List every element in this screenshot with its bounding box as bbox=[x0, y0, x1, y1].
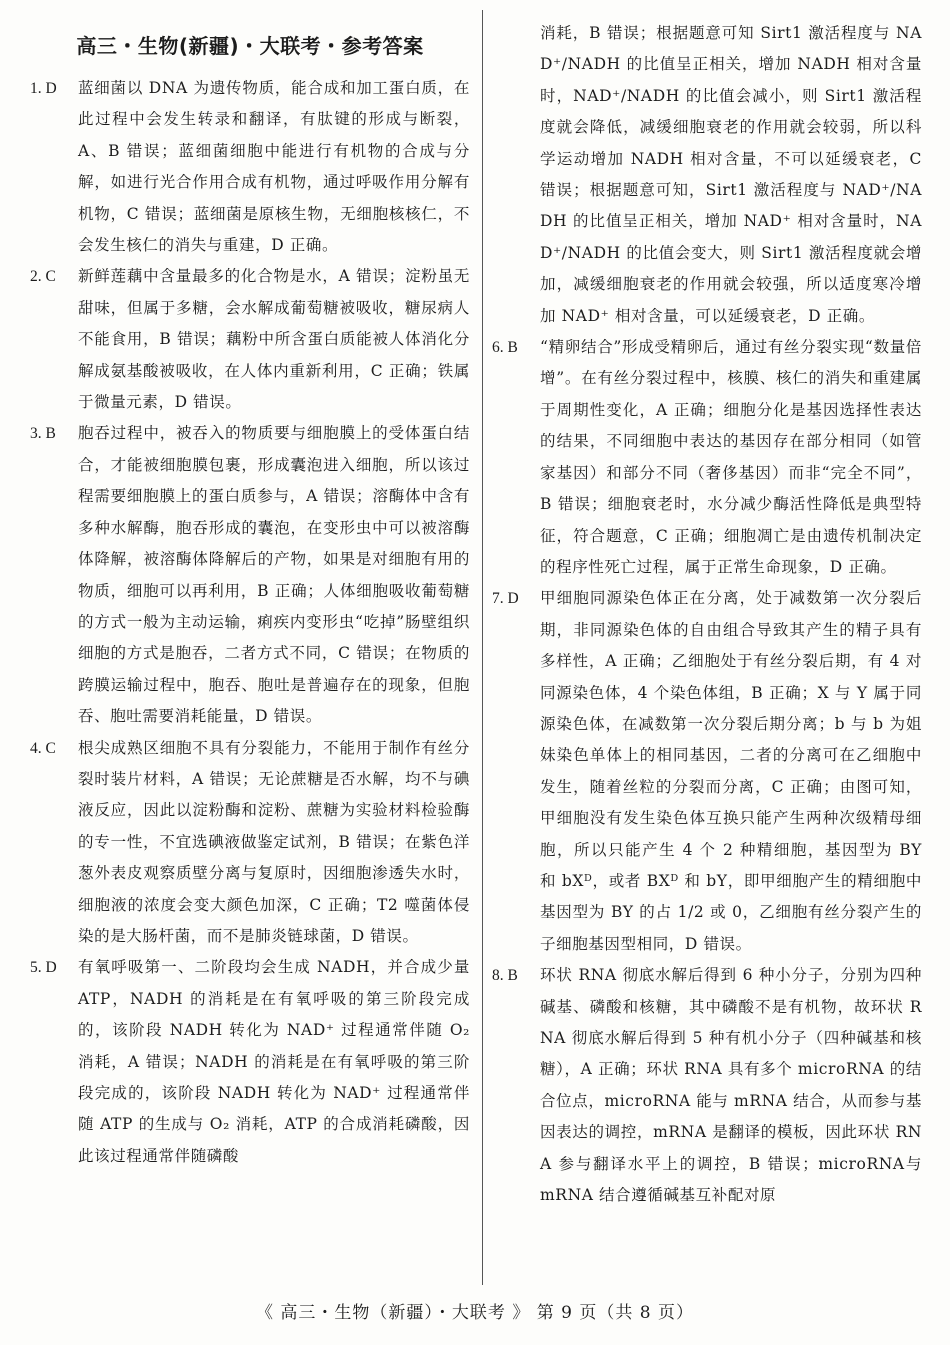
answer-explanation: 根尖成熟区细胞不具有分裂能力，不能用于制作有丝分裂时装片材料，A 错误；无论蔗糖是否水解，均不与碘液反应，因此以淀粉酶和淀粉、蔗糖为实验材料检验酶的专一性，不宜选碘液做鉴定试剂，B 错误；在紫色洋葱外表皮观察质壁分离与复原时，因细胞渗透失水时，细胞液的浓度会变大颜色加深，C 正确；T2 噬菌体侵染的是大肠杆菌，而不是肺炎链球菌，D 错误。 bbox=[78, 738, 470, 945]
answer-number: 2. C bbox=[30, 268, 56, 286]
answer-5-continuation: 消耗，B 错误；根据题意可知 Sirt1 激活程度与 NAD⁺/NADH 的比值呈正相关，增加 NADH 相对含量时，NAD⁺/NADH 的比值会减小，则 Sirt1 激活程度就会降低，减缓细胞衰老的作用就会较弱，所以科学运动增加 NADH 相对含量，不可以延缓衰老，C 错误；根据题意可知，Sirt1 激活程度与 NAD⁺/NADH 的比值呈正相关，增加 NAD⁺ 相对含量时，NAD⁺/NADH 的比值会变大，则 Sirt1 激活程度就会增加，减缓细胞衰老的作用就会较强，所以适度寒冷增加 NAD⁺ 相对含量，可以延缓衰老，D 正确。 bbox=[540, 24, 922, 325]
answer-number: 6. B bbox=[492, 339, 518, 357]
left-column bbox=[30, 18, 470, 1172]
answer-item bbox=[30, 73, 470, 261]
answer-explanation: 新鲜莲藕中含量最多的化合物是水，A 错误；淀粉虽无甜味，但属于多糖，会水解成葡萄糖被吸收，糖尿病人不能食用，B 错误；藕粉中所含蛋白质能被人体消化分解成氨基酸被吸收，在人体内重新利用，C 正确；铁属于微量元素，D 错误。 bbox=[78, 267, 470, 412]
answer-explanation: 有氧呼吸第一、二阶段均会生成 NADH，并合成少量 ATP，NADH 的消耗是在有氧呼吸的第三阶段完成的，该阶段 NADH 转化为 NAD⁺ 过程通常伴随 O₂ 消耗，A 错误；NADH 的消耗是在有氧呼吸的第三阶段完成的，该阶段 NADH 转化为 NAD⁺ 过程通常伴随 ATP 的生成与 O₂ 消耗，ATP 的合成消耗磷酸，因此该过程通常伴随磷酸 bbox=[78, 958, 470, 1165]
answer-number: 3. B bbox=[30, 425, 56, 443]
page-footer: 《 高三・生物（新疆）・大联考 》 第 9 页（共 8 页） bbox=[256, 1303, 694, 1323]
page-title: 高三・生物(新疆)・大联考・参考答案 bbox=[76, 34, 424, 58]
right-answer-list bbox=[492, 332, 922, 1211]
left-answer-list bbox=[30, 73, 470, 1172]
column-divider bbox=[482, 10, 483, 1285]
answer-explanation: “精卵结合”形成受精卵后，通过有丝分裂实现“数量倍增”。在有丝分裂过程中，核膜、核仁的消失和重建属于周期性变化，A 正确；细胞分化是基因选择性表达的结果，不同细胞中表达的基因存在部分相同（如管家基因）和部分不同（奢侈基因）而非“完全不同”，B 错误；细胞衰老时，水分减少酶活性降低是典型特征，符合题意，C 正确；细胞凋亡是由遗传机制决定的程序性死亡过程，属于正常生命现象，D 正确。 bbox=[540, 338, 922, 576]
answer-explanation: 蓝细菌以 DNA 为遗传物质，能合成和加工蛋白质，在此过程中会发生转录和翻译，有肽键的形成与断裂，A、B 错误；蓝细菌细胞中能进行有机物的合成与分解，如进行光合作用合成有机物，通过呼吸作用分解有机物，C 错误；蓝细菌是原核生物，无细胞核核仁，不会发生核仁的消失与重建，D 正确。 bbox=[78, 79, 470, 255]
answer-explanation: 甲细胞同源染色体正在分离，处于减数第一次分裂后期，非同源染色体的自由组合导致其产生的精子具有多样性，A 正确；乙细胞处于有丝分裂后期，有 4 对同源染色体，4 个染色体组，B 正确；X 与 Y 属于同源染色体，在减数第一次分裂后期分离；b 与 b 为姐妹染色单体上的相同基因，二者的分离可在乙细胞中发生，随着丝粒的分裂而分离，C 正确；由图可知，甲细胞没有发生染色体互换只能产生两种次级精母细胞，所以只能产生 4 个 2 种精细胞，基因型为 BY 和 bXᴰ，或者 BXᴰ 和 bY，即甲细胞产生的精细胞中基因型为 BY 的占 1/2 或 0，乙细胞有丝分裂产生的子细胞基因型相同，D 错误。 bbox=[540, 589, 922, 953]
answer-item bbox=[492, 332, 922, 583]
answer-item bbox=[492, 960, 922, 1211]
answer-explanation: 环状 RNA 彻底水解后得到 6 种小分子，分别为四种碱基、磷酸和核糖，其中磷酸不是有机物，故环状 RNA 彻底水解后得到 5 种有机小分子（四种碱基和核糖），A 正确；环状 RNA 具有多个 microRNA 的结合位点，microRNA 能与 mRNA 结合，从而参与基因表达的调控，mRNA 是翻译的模板，因此环状 RNA 参与翻译水平上的调控，B 错误；microRNA与 mRNA 结合遵循碱基互补配对原 bbox=[540, 966, 922, 1205]
answer-item bbox=[492, 583, 922, 960]
answer-item bbox=[30, 261, 470, 418]
answer-item bbox=[30, 733, 470, 953]
answer-item bbox=[30, 418, 470, 732]
answer-item bbox=[30, 952, 470, 1172]
answer-number: 7. D bbox=[492, 590, 519, 608]
answer-number: 1. D bbox=[30, 80, 57, 97]
right-column bbox=[492, 18, 922, 1211]
answer-explanation: 胞吞过程中，被吞入的物质要与细胞膜上的受体蛋白结合，才能被细胞膜包裹，形成囊泡进入细胞，所以该过程需要细胞膜上的蛋白质参与，A 错误；溶酶体中含有多种水解酶，胞吞形成的囊泡，在变形虫中可以被溶酶体降解，被溶酶体降解后的产物，如果是对细胞有用的物质，细胞可以再利用，B 正确；人体细胞吸收葡萄糖的方式一般为主动运输，痢疾内变形虫“吃掉”肠壁组织细胞的方式是胞吞，二者方式不同，C 错误；在物质的跨膜运输过程中，胞吞、胞吐是普遍存在的现象，但胞吞、胞吐需要消耗能量，D 错误。 bbox=[78, 424, 470, 726]
answer-number: 8. B bbox=[492, 967, 518, 985]
answer-number: 5. D bbox=[30, 959, 57, 977]
answer-number: 4. C bbox=[30, 739, 56, 757]
